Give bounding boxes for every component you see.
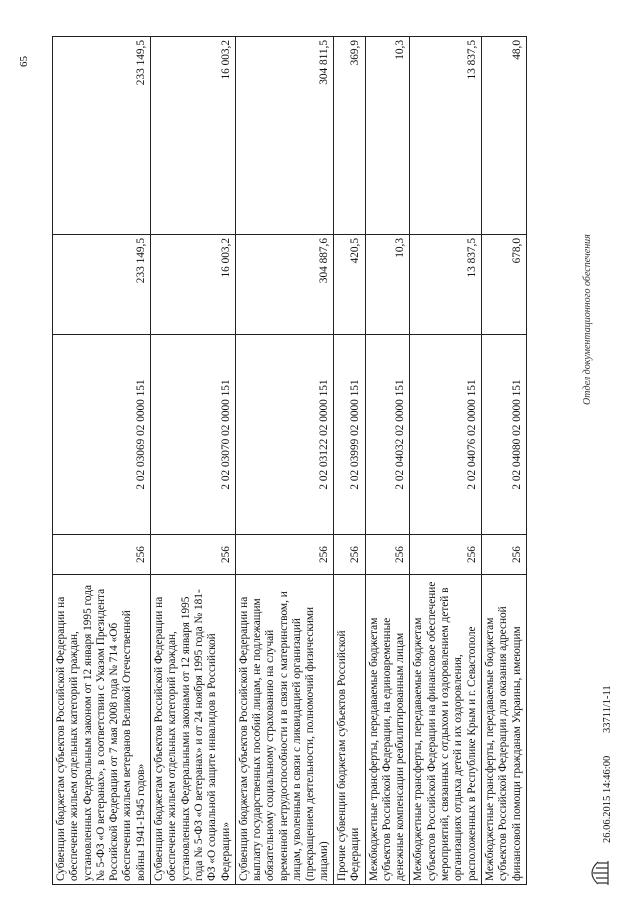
table-row	[365, 37, 410, 885]
table-row	[481, 37, 526, 885]
row-classification: 2 02 03999 02 0000 151	[333, 335, 365, 535]
emblem-icon	[588, 859, 610, 887]
row-classification: 2 02 03122 02 0000 151	[235, 335, 333, 535]
row-code: 256	[235, 535, 333, 575]
row-code: 256	[365, 535, 410, 575]
row-amount-2: 16 003,2	[151, 37, 236, 235]
row-description: Межбюджетные трансферты, передаваемые бюджетам субъектов Российской Федерации для оказания адресной финансовой помощи гражданам Украины, имеющим	[481, 575, 526, 885]
row-code: 256	[151, 535, 236, 575]
row-amount-1: 420,5	[333, 235, 365, 335]
row-description: Прочие субвенции бюджетам субъектов Российской Федерации	[333, 575, 365, 885]
table-row	[333, 37, 365, 885]
row-amount-1: 10,3	[365, 235, 410, 335]
row-classification: 2 02 04080 02 0000 151	[481, 335, 526, 535]
row-amount-2: 233 149,5	[53, 37, 151, 235]
row-code: 256	[481, 535, 526, 575]
row-amount-1: 13 837,5	[410, 235, 481, 335]
row-classification: 2 02 04032 02 0000 151	[365, 335, 410, 535]
table-row	[235, 37, 333, 885]
page-number: 65	[18, 56, 30, 67]
row-amount-1: 233 149,5	[53, 235, 151, 335]
budget-table	[52, 36, 527, 885]
table-row	[151, 37, 236, 885]
department-stamp: Отдел документационного обеспечения	[582, 234, 593, 405]
row-amount-1: 304 887,6	[235, 235, 333, 335]
table-row	[410, 37, 481, 885]
footer-doc-id: 33711/1-11	[602, 685, 613, 733]
row-description: Субвенции бюджетам субъектов Российской Федерации на выплату государственных пособий лицам, не подлежащим обязательному социальному страхованию на случай временной нетрудоспособности и в связи с материнством, и лицам, уволенным в связи с ликвидацией организаций (прекращением деятельности, полномочий физическими лицами)	[235, 575, 333, 885]
row-amount-2: 48,0	[481, 37, 526, 235]
row-description: Межбюджетные трансферты, передаваемые бюджетам субъектов Российской Федерации на финансовое обеспечение мероприятий, связанных с отдыхом и оздоровлением детей в организациях отдыха детей и их оздоровления, расположенных в Республике Крым и г. Севастополе	[410, 575, 481, 885]
row-classification: 2 02 03070 02 0000 151	[151, 335, 236, 535]
row-amount-2: 10,3	[365, 37, 410, 235]
row-code: 256	[53, 535, 151, 575]
row-amount-2: 369,9	[333, 37, 365, 235]
row-classification: 2 02 03069 02 0000 151	[53, 335, 151, 535]
row-description: Субвенции бюджетам субъектов Российской Федерации на обеспечение жильем отдельных категорий граждан, установленных Федеральными законами от 12 января 1995 года № 5-ФЗ «О ветеранах» и от 24 ноября 1995 года № 181-ФЗ «О социальной защите инвалидов в Российской Федерации»	[151, 575, 236, 885]
table-body	[53, 37, 527, 885]
table-row	[53, 37, 151, 885]
footer-date: 26.06.2015 14:46:00	[602, 755, 613, 843]
row-amount-1: 678,0	[481, 235, 526, 335]
row-description: Субвенции бюджетам субъектов Российской Федерации на обеспечение жильем отдельных категорий граждан, установленных Федеральным законом от 12 января 1995 года № 5-ФЗ «О ветеранах», в соответствии с Указом Президента Российской Федерации от 7 мая 2008 года № 714 «Об обеспечении жильем ветеранов Великой Отечественной войны 1941-1945 годов»	[53, 575, 151, 885]
row-classification: 2 02 04076 02 0000 151	[410, 335, 481, 535]
row-amount-2: 13 837,5	[410, 37, 481, 235]
row-amount-1: 16 003,2	[151, 235, 236, 335]
row-description: Межбюджетные трансферты, передаваемые бюджетам субъектов Российской Федерации, на единовременные денежные компенсации реабилитированным лицам	[365, 575, 410, 885]
row-code: 256	[410, 535, 481, 575]
row-amount-2: 304 811,5	[235, 37, 333, 235]
row-code: 256	[333, 535, 365, 575]
